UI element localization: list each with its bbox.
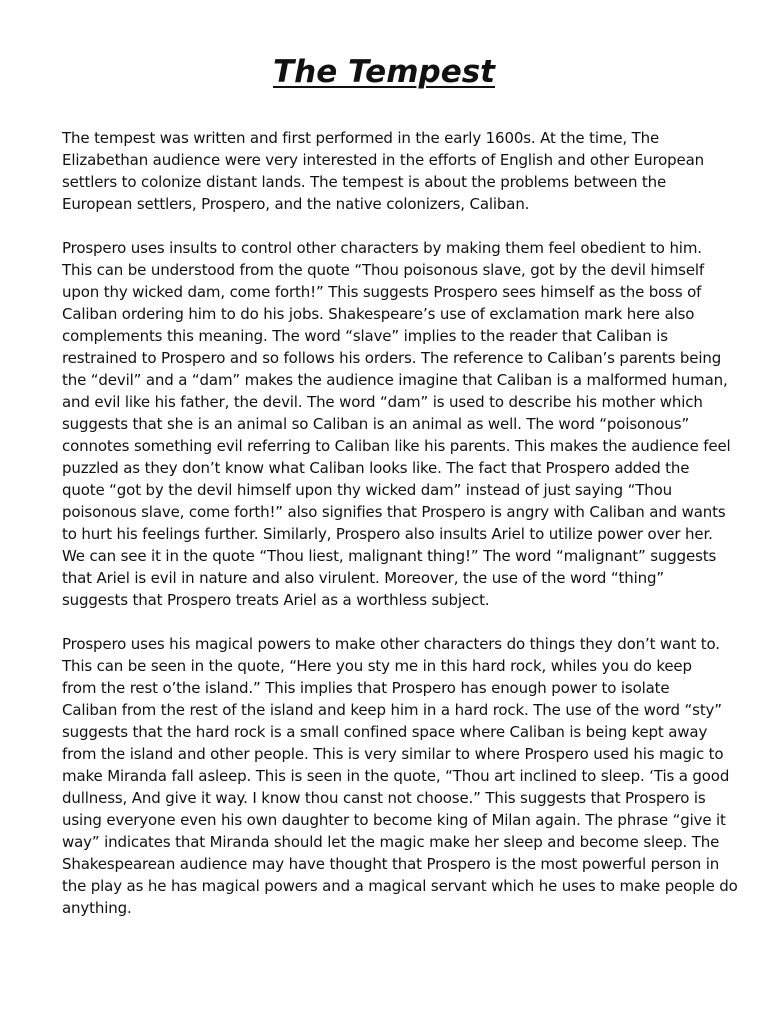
paragraph-line: from the island and other people. This is very similar to where Prospero used his magic to (62, 745, 724, 763)
paragraph-line: anything. (62, 899, 132, 917)
paragraph-line: Prospero uses insults to control other characters by making them feel obedient to him. (62, 239, 702, 257)
paragraph-line: the play as he has magical powers and a magical servant which he uses to make people do (62, 877, 738, 895)
paragraph-line: the “devil” and a “dam” makes the audience imagine that Caliban is a malformed human, (62, 371, 728, 389)
paragraph-line: that Ariel is evil in nature and also virulent. Moreover, the use of the word “thing” (62, 569, 664, 587)
paragraph-line: Elizabethan audience were very interested in the efforts of English and other European (62, 151, 705, 169)
paragraph-line: suggests that she is an animal so Caliban is an animal as well. The word “poisonous” (62, 415, 690, 433)
paragraph-line: from the rest o’the island.” This implies that Prospero has enough power to isolate (62, 679, 670, 697)
paragraph-line: Shakespearean audience may have thought that Prospero is the most powerful person in (62, 855, 720, 873)
paragraph-line: This can be understood from the quote “Thou poisonous slave, got by the devil himself (62, 261, 705, 279)
paragraph-line: connotes something evil referring to Caliban like his parents. This makes the audience feel (62, 437, 731, 455)
paragraph-line: to hurt his feelings further. Similarly, Prospero also insults Ariel to utilize power over her. (62, 525, 713, 543)
paragraph-line: and evil like his father, the devil. The word “dam” is used to describe his mother which (62, 393, 703, 411)
paragraph-line: way” indicates that Miranda should let the magic make her sleep and become sleep. The (62, 833, 720, 851)
document-title: The Tempest (273, 54, 495, 90)
paragraph-line: suggests that Prospero treats Ariel as a worthless subject. (62, 591, 490, 609)
paragraph-line: puzzled as they don’t know what Caliban looks like. The fact that Prospero added the (62, 459, 690, 477)
paragraph-line: We can see it in the quote “Thou liest, malignant thing!” The word “malignant” suggests (62, 547, 717, 565)
paragraph-line: suggests that the hard rock is a small confined space where Caliban is being kept away (62, 723, 708, 741)
paragraph-insults (62, 237, 731, 611)
paragraph-line: poisonous slave, come forth!” also signifies that Prospero is angry with Caliban and wants (62, 503, 726, 521)
paragraph-line: This can be seen in the quote, “Here you sty me in this hard rock, whiles you do keep (62, 657, 692, 675)
paragraph-line: restrained to Prospero and so follows his orders. The reference to Caliban’s parents being (62, 349, 722, 367)
paragraph-magic (62, 633, 738, 919)
paragraph-line: European settlers, Prospero, and the native colonizers, Caliban. (62, 195, 530, 213)
paragraph-line: Caliban from the rest of the island and keep him in a hard rock. The use of the word “sty” (62, 701, 722, 719)
document-body (62, 127, 738, 941)
paragraph-line: settlers to colonize distant lands. The tempest is about the problems between the (62, 173, 667, 191)
paragraph-line: upon thy wicked dam, come forth!” This suggests Prospero sees himself as the boss of (62, 283, 702, 301)
paragraph-line: make Miranda fall asleep. This is seen in the quote, “Thou art inclined to sleep. ‘Tis a good (62, 767, 730, 785)
paragraph-line: dullness, And give it way. I know thou canst not choose.” This suggests that Prospero is (62, 789, 706, 807)
paragraph-line: Caliban ordering him to do his jobs. Shakespeare’s use of exclamation mark here also (62, 305, 695, 323)
paragraph-intro (62, 127, 710, 215)
paragraph-line: complements this meaning. The word “slave” implies to the reader that Caliban is (62, 327, 668, 345)
paragraph-line: using everyone even his own daughter to become king of Milan again. The phrase “give it (62, 811, 726, 829)
paragraph-line: quote “got by the devil himself upon thy wicked dam” instead of just saying “Thou (62, 481, 673, 499)
paragraph-line: Prospero uses his magical powers to make other characters do things they don’t want to. (62, 635, 720, 653)
paragraph-line: The tempest was written and first performed in the early 1600s. At the time, The (62, 129, 660, 147)
